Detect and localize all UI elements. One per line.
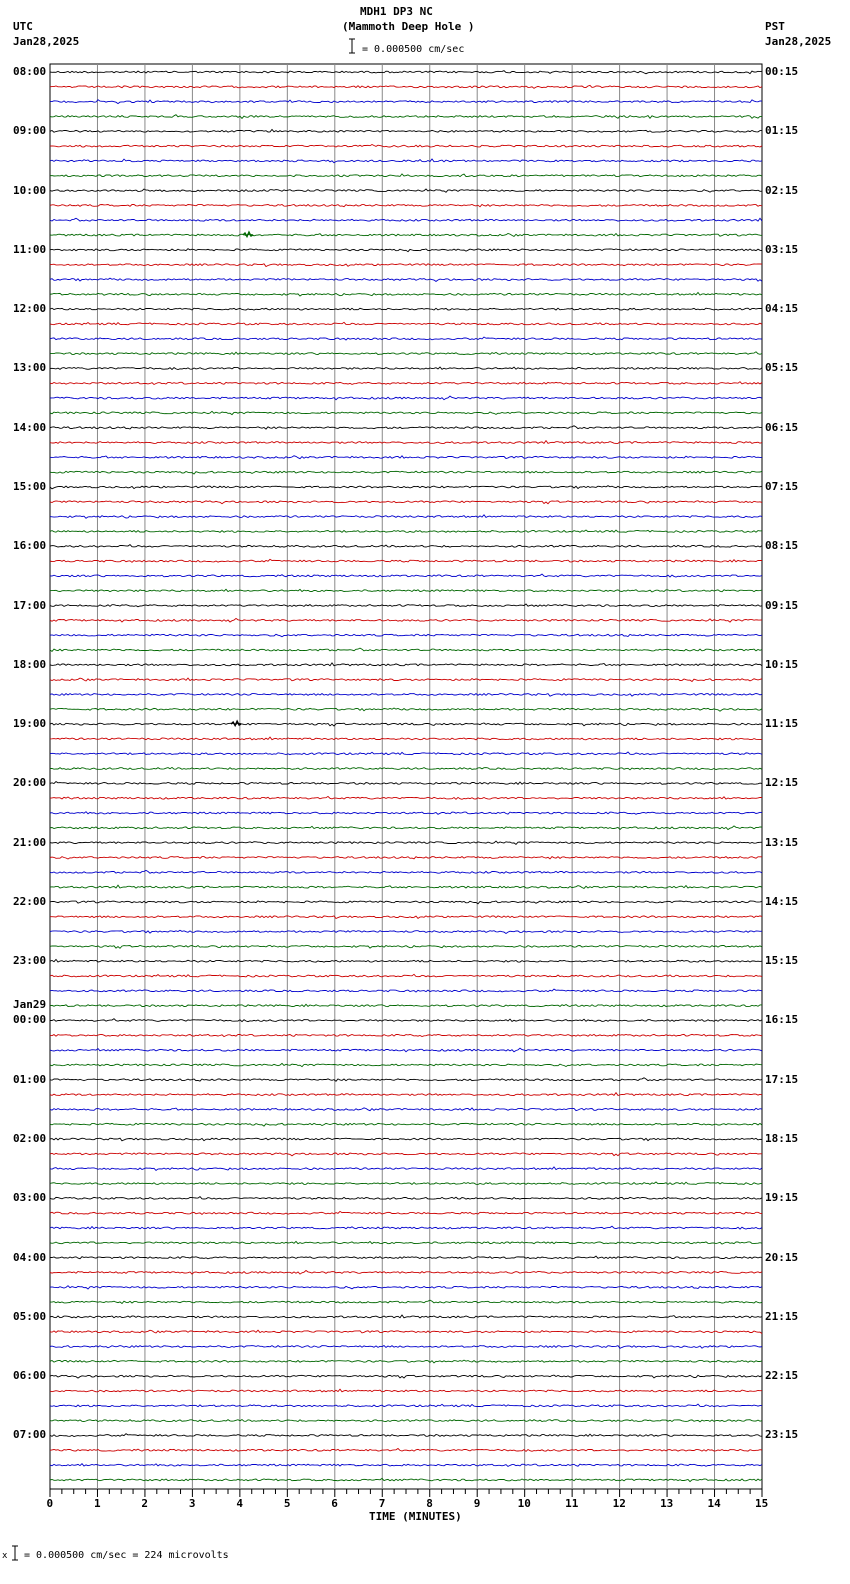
trace-line — [50, 618, 762, 622]
x-tick-label: 5 — [283, 1497, 291, 1510]
trace-line — [50, 916, 762, 919]
plot-frame — [50, 64, 762, 1489]
trace-line — [50, 1420, 762, 1422]
trace-line — [50, 115, 762, 119]
trace-line — [50, 293, 762, 297]
trace-line — [50, 545, 762, 548]
x-tick-label: 6 — [331, 1497, 338, 1510]
utc-hour-label: 12:00 — [13, 302, 47, 316]
utc-hour-label: 18:00 — [13, 657, 47, 671]
trace-line — [50, 352, 762, 355]
trace-line — [50, 708, 762, 711]
trace-line — [50, 1004, 762, 1006]
pst-hour-label: 21:15 — [765, 1309, 799, 1323]
trace-line — [50, 1478, 762, 1481]
trace-line — [50, 1286, 762, 1289]
pst-hour-label: 08:15 — [765, 539, 799, 553]
trace-line — [50, 456, 762, 459]
pst-hour-label: 19:15 — [765, 1191, 799, 1205]
utc-hour-label: 13:00 — [13, 361, 47, 375]
x-tick-label: 12 — [612, 1497, 626, 1510]
trace-line — [50, 1182, 762, 1184]
trace-line — [50, 559, 762, 562]
trace-line — [50, 752, 762, 755]
x-tick-label: 3 — [188, 1497, 196, 1510]
utc-hour-label: 16:00 — [13, 539, 47, 553]
pst-hour-label: 20:15 — [765, 1250, 799, 1264]
trace-line — [50, 530, 762, 532]
right-date: Jan28,2025 — [765, 35, 832, 48]
trace-line — [50, 1241, 762, 1244]
x-tick-label: 15 — [755, 1497, 769, 1510]
x-tick-label: 9 — [473, 1497, 481, 1510]
x-tick-label: 0 — [46, 1497, 54, 1510]
utc-hour-label: 03:00 — [13, 1191, 47, 1205]
trace-line — [50, 205, 762, 207]
x-tick-label: 4 — [236, 1497, 243, 1510]
scale-label: = 0.000500 cm/sec — [362, 44, 465, 55]
trace-line — [50, 1034, 762, 1036]
trace-line — [50, 1330, 762, 1333]
x-tick-label: 14 — [707, 1497, 721, 1510]
utc-hour-label: 21:00 — [13, 835, 47, 849]
trace-line — [50, 426, 762, 429]
pst-hour-label: 04:15 — [765, 302, 799, 316]
utc-hour-label: 17:00 — [13, 598, 47, 612]
trace-line — [50, 767, 762, 769]
trace-line — [50, 411, 762, 414]
trace-line — [50, 145, 762, 148]
trace-line — [50, 589, 762, 592]
x-axis-label: TIME (MINUTES) — [369, 1510, 462, 1523]
utc-hour-label: 23:00 — [13, 954, 47, 968]
pst-hour-label: 18:15 — [765, 1132, 799, 1146]
utc-day-change-label: Jan29 — [13, 998, 47, 1012]
trace-line — [50, 694, 762, 697]
utc-hour-label: 02:00 — [13, 1132, 47, 1146]
trace-line — [50, 159, 762, 163]
trace-line — [50, 396, 762, 400]
trace-line — [50, 857, 762, 859]
trace-line — [50, 1063, 762, 1066]
trace-line — [50, 648, 762, 651]
utc-hour-label: 05:00 — [13, 1309, 47, 1323]
trace-line — [50, 1211, 762, 1214]
trace-line — [50, 1093, 762, 1096]
utc-hour-label: 20:00 — [13, 776, 47, 790]
pst-hour-label: 02:15 — [765, 183, 799, 197]
pst-hour-label: 17:15 — [765, 1072, 799, 1086]
trace-line — [50, 678, 762, 681]
trace-line — [50, 1375, 762, 1378]
trace-line — [50, 1048, 762, 1052]
trace-line — [50, 174, 762, 177]
trace-line — [50, 1434, 762, 1437]
trace-line — [50, 486, 762, 489]
trace-line — [50, 85, 762, 88]
utc-hour-label: 07:00 — [13, 1428, 47, 1442]
pst-hour-label: 13:15 — [765, 835, 799, 849]
trace-line — [50, 1078, 762, 1081]
trace-line — [50, 1197, 762, 1200]
pst-hour-label: 11:15 — [765, 717, 799, 731]
footer-marker: x — [2, 1551, 8, 1561]
trace-line — [50, 1300, 762, 1303]
trace-line — [50, 249, 762, 252]
trace-line — [50, 1464, 762, 1467]
trace-line — [50, 337, 762, 340]
pst-hour-label: 15:15 — [765, 954, 799, 968]
trace-line — [50, 663, 762, 666]
pst-hour-label: 09:15 — [765, 598, 799, 612]
footer-scale: = 0.000500 cm/sec = 224 microvolts — [24, 1550, 229, 1561]
pst-hour-label: 12:15 — [765, 776, 799, 790]
trace-line — [50, 1346, 762, 1349]
trace-line — [50, 1315, 762, 1318]
utc-hour-label: 00:00 — [13, 1013, 47, 1027]
trace-line — [50, 930, 762, 933]
trace-line — [50, 1123, 762, 1126]
utc-hour-label: 08:00 — [13, 65, 47, 78]
trace-line — [50, 218, 762, 221]
trace-line — [50, 959, 762, 962]
pst-hour-label: 14:15 — [765, 894, 799, 908]
pst-hour-label: 10:15 — [765, 657, 799, 671]
pst-hour-label: 22:15 — [765, 1369, 799, 1383]
right-timezone: PST — [765, 20, 785, 33]
trace-line — [50, 71, 762, 74]
trace-line — [50, 441, 762, 444]
station-location: (Mammoth Deep Hole ) — [342, 20, 475, 33]
trace-line — [50, 634, 762, 636]
trace-line — [50, 100, 762, 104]
utc-hour-label: 14:00 — [13, 420, 47, 434]
trace-line — [50, 130, 762, 133]
pst-hour-label: 01:15 — [765, 124, 799, 138]
trace-line — [50, 885, 762, 888]
trace-line — [50, 1108, 762, 1111]
x-tick-label: 11 — [565, 1497, 579, 1510]
trace-line — [50, 604, 762, 607]
trace-line — [50, 234, 762, 237]
utc-hour-label: 10:00 — [13, 183, 47, 197]
trace-line — [50, 367, 762, 370]
trace-line — [50, 974, 762, 977]
trace-line — [50, 278, 762, 281]
left-timezone: UTC — [13, 20, 33, 33]
trace-line — [50, 1256, 762, 1259]
pst-hour-label: 23:15 — [765, 1428, 799, 1442]
utc-hour-label: 22:00 — [13, 894, 47, 908]
trace-line — [50, 812, 762, 815]
utc-hour-label: 19:00 — [13, 717, 47, 731]
x-tick-label: 7 — [378, 1497, 386, 1510]
trace-line — [50, 737, 762, 740]
x-tick-label: 10 — [517, 1497, 531, 1510]
utc-hour-label: 06:00 — [13, 1369, 47, 1383]
trace-line — [50, 501, 762, 504]
x-tick-label: 1 — [93, 1497, 101, 1510]
trace-line — [50, 782, 762, 785]
utc-hour-label: 04:00 — [13, 1250, 47, 1264]
station-title: MDH1 DP3 NC — [360, 5, 433, 18]
trace-line — [50, 189, 762, 192]
trace-line — [50, 264, 762, 267]
trace-line — [50, 1389, 762, 1392]
pst-hour-label: 05:15 — [765, 361, 799, 375]
trace-line — [50, 1449, 762, 1452]
trace-line — [50, 901, 762, 904]
trace-line — [50, 471, 762, 474]
x-tick-label: 8 — [426, 1497, 433, 1510]
trace-line — [50, 1226, 762, 1229]
trace-line — [50, 796, 762, 799]
trace-line — [50, 574, 762, 577]
trace-line — [50, 515, 762, 519]
trace-line — [50, 1404, 762, 1407]
trace-line — [50, 841, 762, 844]
utc-hour-label: 01:00 — [13, 1072, 47, 1086]
trace-line — [50, 826, 762, 830]
pst-hour-label: 16:15 — [765, 1013, 799, 1027]
trace-line — [50, 723, 762, 726]
trace-line — [50, 1271, 762, 1275]
pst-hour-label: 03:15 — [765, 242, 799, 256]
utc-hour-label: 15:00 — [13, 479, 47, 493]
utc-hour-label: 11:00 — [13, 242, 47, 256]
x-tick-label: 2 — [141, 1497, 149, 1510]
trace-line — [50, 1153, 762, 1156]
trace-line — [50, 870, 762, 873]
utc-hour-label: 09:00 — [13, 124, 47, 138]
trace-line — [50, 989, 762, 992]
pst-hour-label: 00:15 — [765, 65, 799, 78]
trace-line — [50, 945, 762, 948]
trace-line — [50, 1167, 762, 1171]
trace-line — [50, 308, 762, 310]
trace-line — [50, 1360, 762, 1363]
trace-line — [50, 1138, 762, 1141]
left-date: Jan28,2025 — [13, 35, 80, 48]
pst-hour-label: 06:15 — [765, 420, 799, 434]
trace-line — [50, 382, 762, 385]
trace-line — [50, 1019, 762, 1022]
pst-hour-label: 07:15 — [765, 479, 799, 493]
trace-line — [50, 322, 762, 325]
x-tick-label: 13 — [660, 1497, 674, 1510]
